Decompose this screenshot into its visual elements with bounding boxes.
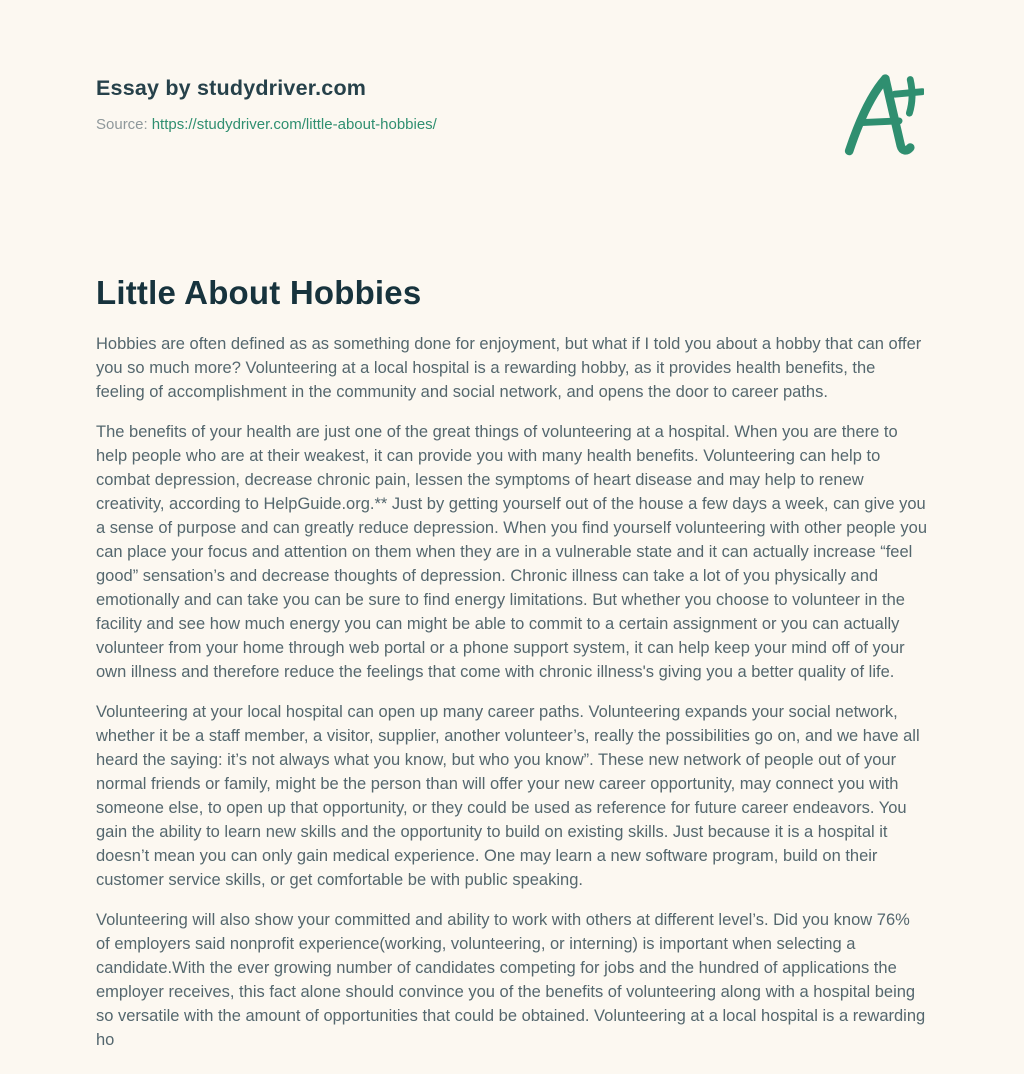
essay-paragraph: Hobbies are often defined as as something done for enjoyment, but what if I told you about a hobby that can offer you so much more? Volunteering at a local hospital is a rewarding hobby, as it provides health benefits, the feeling of accomplishment in the community and social network, and opens the door to career paths. (96, 335, 922, 401)
studydriver-logo-icon (838, 68, 924, 160)
essay-paragraph: Volunteering will also show your committed and ability to work with others at different level’s. Did you know 76% of employers said nonprofit experience(working, volunteering, or interning) is important when selecting a candidate.With the ever growing number of candidates competing for jobs and the hundred of applications the employer receives, this fact alone should convince you of the benefits of volunteering along with a hospital being so versatile with the amount of opportunities that could be obtained. Volunteering at a local hospital is a rewarding ho (96, 911, 926, 1049)
header-text-block (96, 76, 437, 133)
studydriver-logo-icon (838, 68, 924, 160)
essay-paragraph: Volunteering at your local hospital can open up many career paths. Volunteering expands your social network, whether it be a staff member, a visitor, supplier, another volunteer’s, really the possibilities go on, and we have all heard the saying: it’s not always what you know, but who you know”. These new network of people out of your normal friends or family, might be the person than will offer your new career opportunity, may connect you with someone else, to open up that opportunity, or they could be used as reference for future career endeavors. You gain the ability to learn new skills and the opportunity to build on existing skills. Just because it is a hospital it doesn’t mean you can only gain medical experience. One may learn a new software program, build on their customer service skills, or get comfortable be with public speaking. (96, 703, 920, 889)
essay-body (96, 332, 928, 1052)
source-label: Source: (96, 116, 148, 133)
essay-paragraph: The benefits of your health are just one of the great things of volunteering at a hospital. When you are there to help people who are at their weakest, it can provide you with many health benefits. Volunteering can help to combat depression, decrease chronic pain, lessen the symptoms of heart disease and may help to renew creativity, according to HelpGuide.org.** Just by getting yourself out of the house a few days a week, can give you a sense of purpose and can greatly reduce depression. When you find yourself volunteering with other people you can place your focus and attention on them when they are in a vulnerable state and it can actually increase “feel good” sensation’s and decrease thoughts of depression. Chronic illness can take a lot of you physically and emotionally and can take you can be sure to find energy limitations. But whether you choose to volunteer in the facility and see how much energy you can might be able to commit to a certain assignment or you can actually volunteer from your home through web portal or a phone support system, it can help keep your mind off of your own illness and therefore reduce the feelings that come with chronic illness's giving you a better quality of life. (96, 423, 928, 681)
document-header (96, 76, 928, 160)
byline: Essay by studydriver.com (96, 76, 367, 100)
page-title: Little About Hobbies (96, 274, 422, 311)
source-link[interactable]: https://studydriver.com/little-about-hobbies/ (151, 116, 437, 133)
essay-content (96, 274, 928, 1052)
source-line (96, 116, 437, 133)
